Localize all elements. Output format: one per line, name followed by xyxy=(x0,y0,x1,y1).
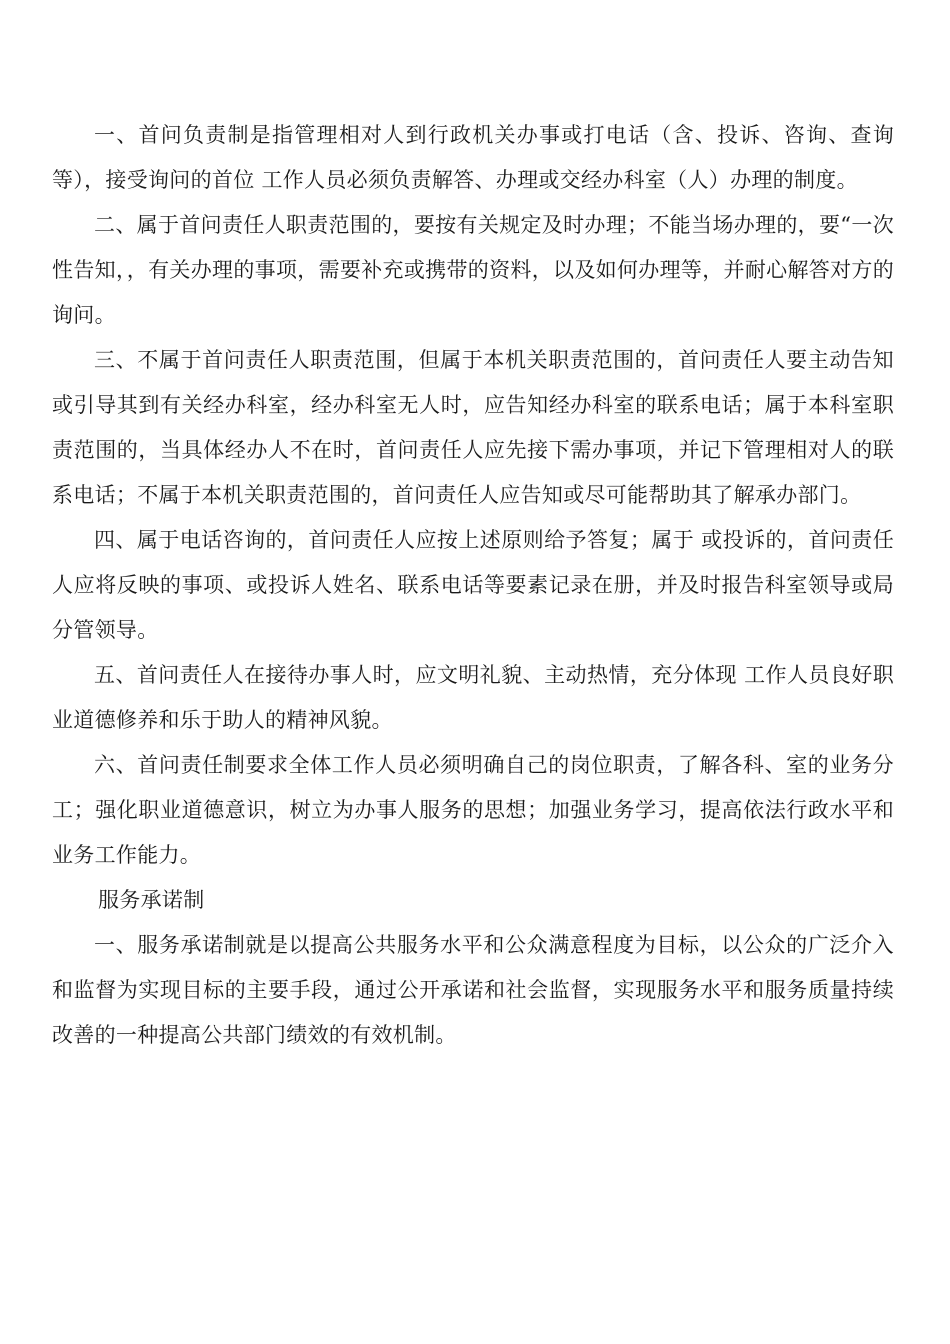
paragraph-3: 三、不属于首问责任人职责范围，但属于本机关职责范围的，首问责任人要主动告知或引导其到有关经办科室，经办科室无人时，应告知经办科室的联系电话；属于本科室职责范围的，当具体经办人不在时，首问责任人应先接下需办事项，并记下管理相对人的联系电话；不属于本机关职责范围的，首问责任人应告知或尽可能帮助其了解承办部门。 xyxy=(52,348,894,507)
section-paragraph-1: 一、服务承诺制就是以提高公共服务水平和公众满意程度为目标，以公众的广泛介入和监督为实现目标的主要手段，通过公开承诺和社会监督，实现服务水平和服务质量持续改善的一种提高公共部门绩效的有效机制。 xyxy=(52,933,894,1047)
paragraph-4: 四、属于电话咨询的，首问责任人应按上述原则给予答复；属于 或投诉的，首问责任人应将反映的事项、或投诉人姓名、联系电话等要素记录在册，并及时报告科室领导或局分管领导。 xyxy=(52,528,894,642)
document-body xyxy=(52,113,894,1058)
paragraph-5: 五、首问责任人在接待办事人时，应文明礼貌、主动热情，充分体现 工作人员良好职业道德修养和乐于助人的精神风貌。 xyxy=(52,663,894,732)
section-heading: 服务承诺制 xyxy=(98,888,205,912)
paragraph-1: 一、首问负责制是指管理相对人到行政机关办事或打电话（含、投诉、咨询、查询等），接受询问的首位 工作人员必须负责解答、办理或交经办科室（人）办理的制度。 xyxy=(52,123,894,192)
paragraph-6: 六、首问责任制要求全体工作人员必须明确自己的岗位职责，了解各科、室的业务分工；强化职业道德意识，树立为办事人服务的思想；加强业务学习，提高依法行政水平和业务工作能力。 xyxy=(52,753,894,867)
paragraph-2: 二、属于首问责任人职责范围的，要按有关规定及时办理；不能当场办理的，要“一次性告知，，有关办理的事项，需要补充或携带的资料，以及如何办理等，并耐心解答对方的询问。 xyxy=(52,213,894,327)
